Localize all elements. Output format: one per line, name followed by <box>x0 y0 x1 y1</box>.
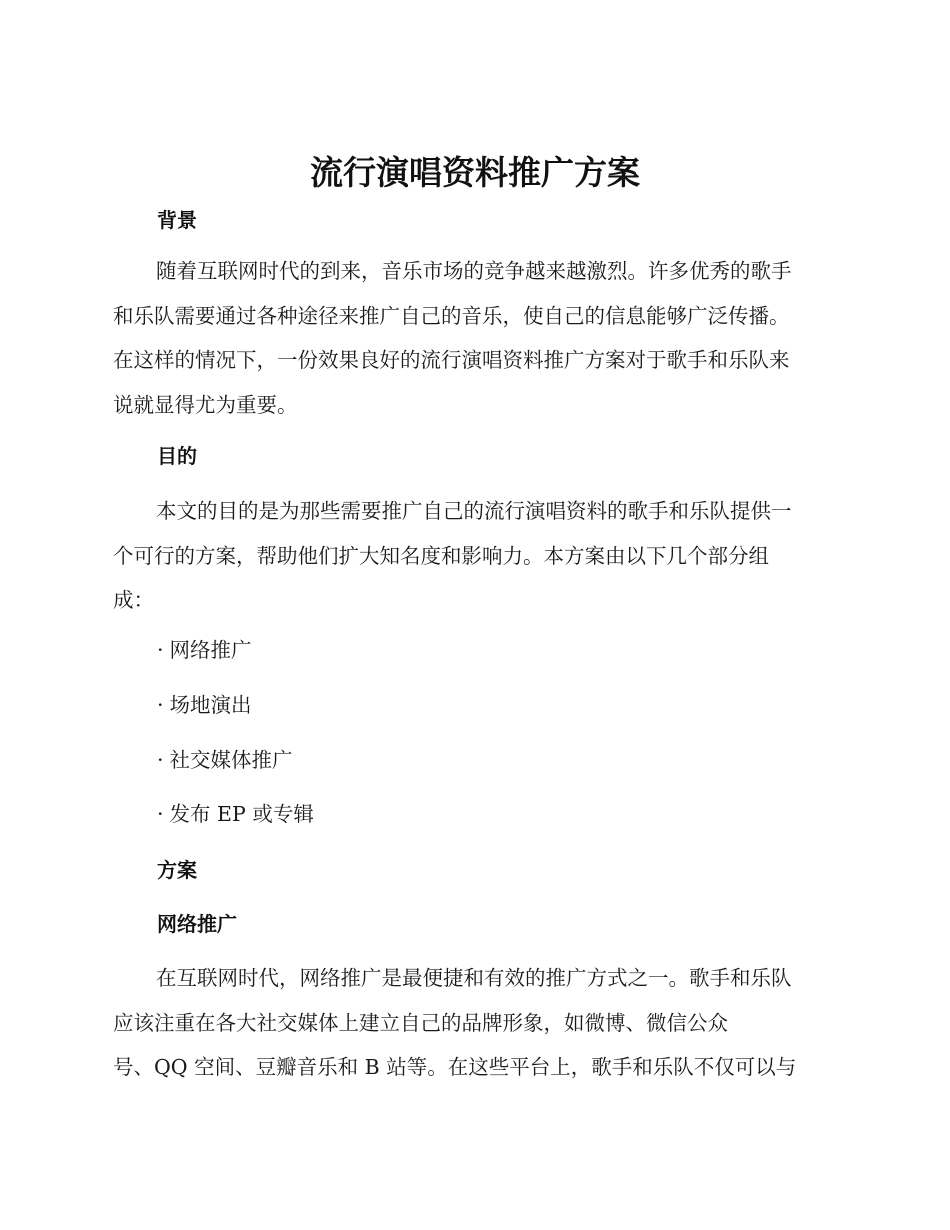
paragraph-line: 随着互联网时代的到来，音乐市场的竞争越来越激烈。许多优秀的歌手 <box>156 259 792 283</box>
list-item-label: 社交媒体推广 <box>169 748 293 772</box>
paragraph-line: 在这样的情况下，一份效果良好的流行演唱资料推广方案对于歌手和乐队来 <box>113 348 790 372</box>
paragraph-line: 成： <box>113 588 154 612</box>
document-title: 流行演唱资料推广方案 <box>310 153 640 192</box>
paragraph-purpose <box>113 489 833 623</box>
bullet-icon: · <box>157 693 164 717</box>
section-heading-plan: 方案 <box>157 858 197 882</box>
bullet-icon: · <box>157 802 164 826</box>
section-heading-purpose: 目的 <box>157 444 197 468</box>
subsection-heading-online: 网络推广 <box>157 912 237 936</box>
paragraph-line: 在互联网时代，网络推广是最便捷和有效的推广方式之一。歌手和乐队 <box>156 966 792 990</box>
paragraph-line: 应该注重在各大社交媒体上建立自己的品牌形象，如微博、微信公众 <box>113 1010 728 1035</box>
list-item-label: 场地演出 <box>169 693 252 717</box>
paragraph-background <box>113 249 833 427</box>
list-item-label: 网络推广 <box>169 638 252 662</box>
paragraph-line: 和乐队需要通过各种途径来推广自己的音乐，使自己的信息能够广泛传播。 <box>113 303 790 328</box>
paragraph-line: 号、QQ 空间、豆瓣音乐和 B 站等。在这些平台上，歌手和乐队不仅可以与 <box>113 1055 797 1079</box>
list-item <box>157 636 252 664</box>
paragraph-line: 本文的目的是为那些需要推广自己的流行演唱资料的歌手和乐队提供一 <box>156 499 792 523</box>
section-heading-background: 背景 <box>157 208 197 232</box>
paragraph-line: 说就显得尤为重要。 <box>113 392 298 417</box>
list-item-label: 发布 EP 或专辑 <box>169 802 314 826</box>
list-item <box>157 746 293 774</box>
paragraph-online <box>113 956 833 1090</box>
list-item <box>157 800 314 828</box>
paragraph-line: 个可行的方案，帮助他们扩大知名度和影响力。本方案由以下几个部分组 <box>113 543 769 568</box>
bullet-icon: · <box>157 748 164 772</box>
list-item <box>157 691 252 719</box>
bullet-icon: · <box>157 638 164 662</box>
